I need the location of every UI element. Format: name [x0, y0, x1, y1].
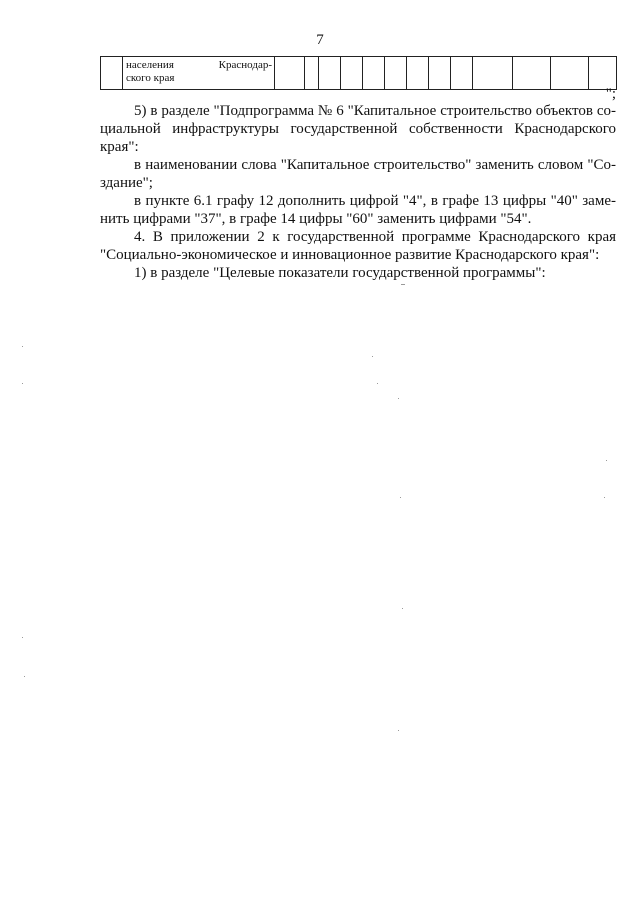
table-cell	[363, 57, 385, 90]
table-cell-number	[101, 57, 123, 90]
table-cell	[513, 57, 551, 90]
scan-speck	[24, 676, 25, 677]
paragraph-appendix-2: 4. В приложении 2 к государственной программе Краснодарского края "Социально-экономическое и инновационное развитие Краснодарского края":	[100, 229, 616, 263]
scan-speck	[606, 460, 607, 461]
indicator-name-line2: ского края	[126, 72, 175, 84]
scan-speck	[398, 730, 399, 731]
closing-quote-mark: ";	[605, 86, 616, 102]
scan-speck	[372, 356, 373, 357]
table-cell	[589, 57, 617, 90]
scan-speck	[398, 398, 399, 399]
table-cell-indicator-name	[123, 57, 275, 90]
indicator-name-line1-left: населения	[126, 59, 174, 71]
table-cell	[473, 57, 513, 90]
table-cell	[385, 57, 407, 90]
paragraph-item-6-1: в пункте 6.1 графу 12 дополнить цифрой "4", в графе 13 цифры "40" заменить цифрами "37", в графе 14 цифры "60" заменить цифрами "54".	[100, 193, 616, 227]
table-fragment	[100, 56, 617, 90]
scan-speck	[401, 284, 405, 285]
table-row	[101, 57, 617, 90]
scan-speck	[22, 346, 23, 347]
scan-speck	[22, 637, 23, 638]
scan-speck	[604, 497, 605, 498]
table-cell	[407, 57, 429, 90]
paragraph-subprogram-6: 5) в разделе "Подпрограмма № 6 "Капитальное строительство объектов социальной инфраструктуры государственной собственности Краснодарского края":	[100, 103, 616, 155]
page-number: 7	[316, 32, 324, 48]
scan-speck	[22, 383, 23, 384]
indicator-name-line1-right: Краснодар-	[218, 59, 272, 71]
table-cell	[319, 57, 341, 90]
table-cell	[305, 57, 319, 90]
table-cell	[341, 57, 363, 90]
paragraph-target-indicators: 1) в разделе "Целевые показатели государственной программы":	[134, 265, 546, 281]
scan-speck	[402, 608, 403, 609]
paragraph-name-replacement: в наименовании слова "Капитальное строительство" заменить словом "Создание";	[100, 157, 616, 191]
table-cell	[551, 57, 589, 90]
scan-speck	[400, 497, 401, 498]
document-body	[100, 102, 616, 282]
table-cell	[451, 57, 473, 90]
table-cell	[275, 57, 305, 90]
scan-speck	[377, 383, 378, 384]
table-cell	[429, 57, 451, 90]
